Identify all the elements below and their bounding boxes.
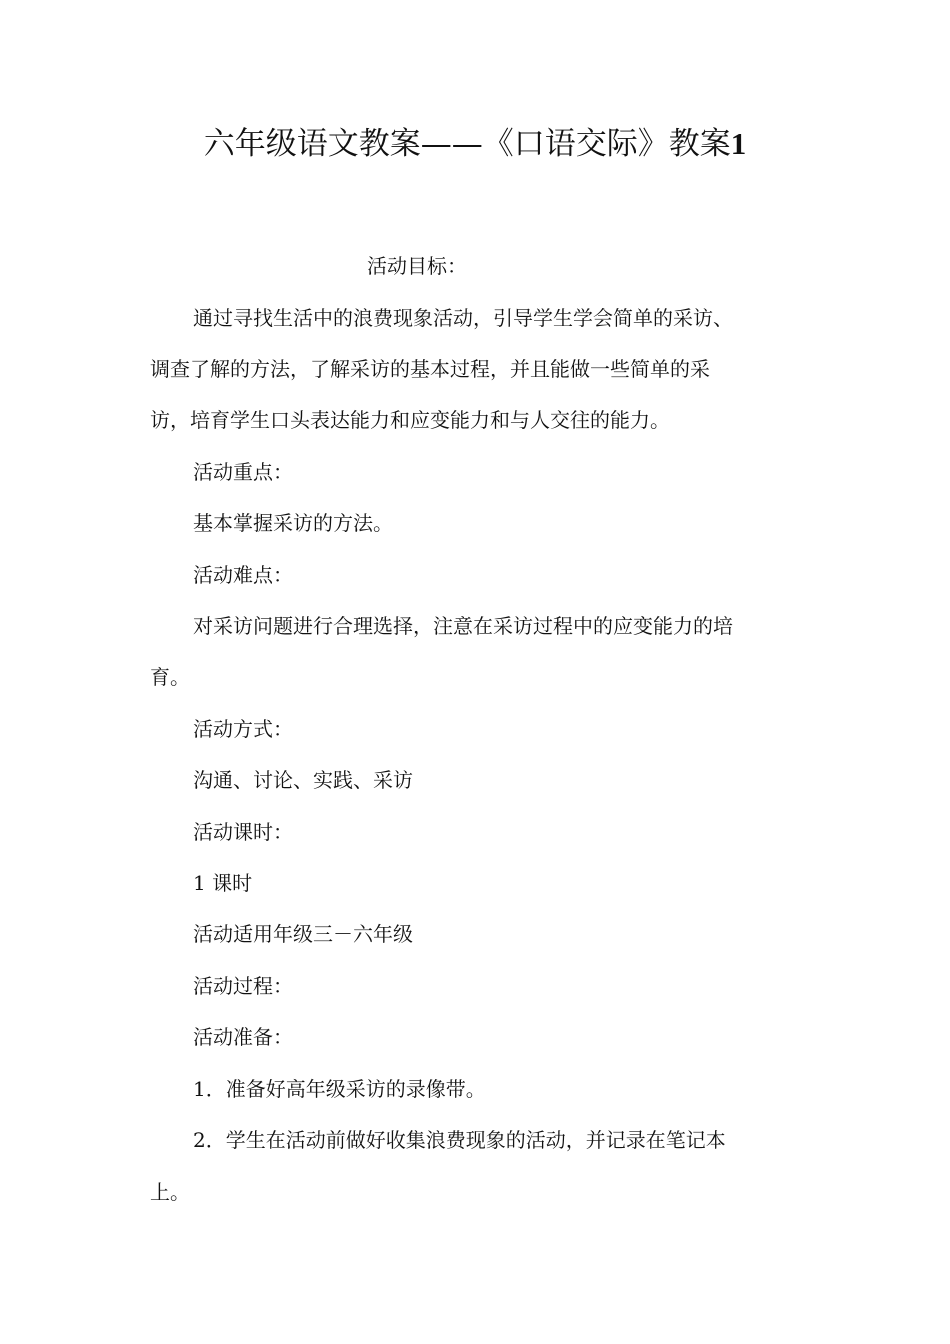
document-title-number: 1 [730, 126, 747, 161]
objectives-paragraph-line-3: 访，培育学生口头表达能力和应变能力和与人交往的能力。 [150, 408, 670, 432]
process-heading: 活动过程： [193, 974, 293, 998]
objectives-heading: 活动目标： [367, 254, 467, 278]
document-title [0, 118, 950, 170]
method-text: 沟通、讨论、实践、采访 [193, 768, 413, 792]
difficulty-paragraph-line-2: 育。 [150, 665, 190, 689]
focus-heading: 活动重点： [193, 460, 293, 484]
difficulty-paragraph-line-1: 对采访问题进行合理选择，注意在采访过程中的应变能力的培 [193, 614, 733, 638]
prep-item-2-line-1: 2．学生在活动前做好收集浪费现象的活动，并记录在笔记本 [193, 1128, 726, 1152]
hours-heading: 活动课时： [193, 820, 293, 844]
grades-text: 活动适用年级三－六年级 [193, 922, 413, 946]
objectives-paragraph-line-1: 通过寻找生活中的浪费现象活动，引导学生学会简单的采访、 [193, 306, 733, 330]
prep-item-2-line-2: 上。 [150, 1180, 190, 1204]
prep-heading: 活动准备： [193, 1025, 293, 1049]
prep-item-1: 1．准备好高年级采访的录像带。 [193, 1077, 486, 1101]
difficulty-heading: 活动难点： [193, 563, 293, 587]
objectives-paragraph-line-2: 调查了解的方法，了解采访的基本过程，并且能做一些简单的采 [150, 357, 710, 381]
method-heading: 活动方式： [193, 717, 293, 741]
focus-text: 基本掌握采访的方法。 [193, 511, 393, 535]
hours-text: 1 课时 [193, 871, 253, 895]
document-title-text: 六年级语文教案——《口语交际》教案 [203, 126, 731, 162]
